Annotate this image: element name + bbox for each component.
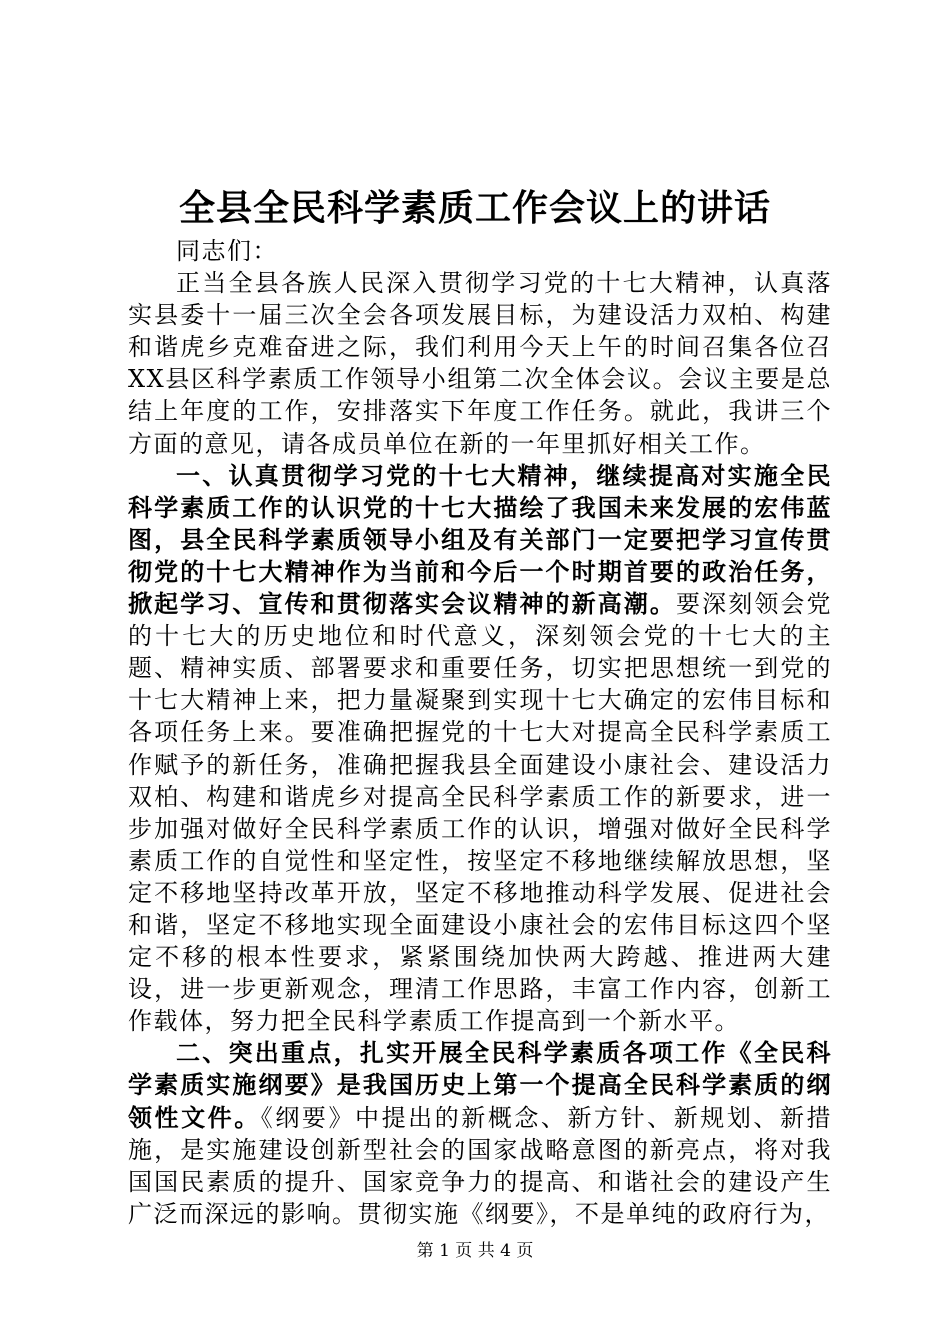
paragraph-text: 要深刻领会党的十七大的历史地位和时代意义，深刻领会党的十七大的主题、精神实质、部署要求和重要任务，切实把思想统一到党的十七大精神上来，把力量凝聚到实现十七大确定的宏伟目标和各项任务上来。要准确把握党的十七大对提高全民科学素质工作赋予的新任务，准确把握我县全面建设小康社会、建设活力双柏、构建和谐虎乡对提高全民科学素质工作的新要求，进一步加强对做好全民科学素质工作的认识，增强对做好全民科学素质工作的自觉性和坚定性，按坚定不移地继续解放思想，坚定不移地坚持改革开放，坚定不移地推动科学发展、促进社会和谐，坚定不移地实现全面建设小康社会的宏伟目标这四个坚定不移的根本性要求，紧紧围绕加快两大跨越、推进两大建设，进一步更新观念，理清工作思路，丰富工作内容，创新工作载体，努力把全民科学素质工作提高到一个新水平。 — [128, 590, 833, 1036]
document-title: 全县全民科学素质工作会议上的讲话 — [178, 187, 771, 229]
paragraph-text: 《纲要》中提出的新概念、新方针、新规划、新措施，是实施建设创新型社会的国家战略意图的新亮点，将对我国国民素质的提升、国家竞争力的提高、和谐社会的建设产生广泛而深远的影响。贯彻实施《纲要》，不是单纯的政府行为， — [128, 1103, 833, 1228]
document-body — [128, 235, 832, 1230]
section-heading-one: 一、认真贯彻学习党的十七大精神，继续提高对实施全民科学素质工作的认识党的十七大描绘了我国未来发展的宏伟蓝图，县全民科学素质领导小组及有关部门一定要把学习宣传贯彻党的十七大精神作为当前和今后一个时期首要的政治任务，掀起学习、宣传和贯彻落实会议精神的新高潮。 — [128, 460, 832, 619]
paragraph-intro — [128, 267, 832, 460]
salutation: 同志们： — [176, 237, 278, 265]
paragraph-section-two — [128, 1037, 832, 1230]
page-footer: 第 1 页 共 4 页 — [416, 1241, 534, 1261]
paragraph-section-one — [128, 460, 832, 1038]
paragraph-text: 正当全县各族人民深入贯彻学习党的十七大精神，认真落实县委十一届三次全会各项发展目标，为建设活力双柏、构建和谐虎乡克难奋进之际，我们利用今天上午的时间召集各位召XX县区科学素质工作领导小组第二次全体会议。会议主要是总结上年度的工作，安排落实下年度工作任务。就此，我讲三个方面的意见，请各成员单位在新的一年里抓好相关工作。 — [128, 269, 832, 458]
section-heading-two: 二、突出重点，扎实开展全民科学素质各项工作《全民科学素质实施纲要》是我国历史上第一个提高全民科学素质的纲领性文件。 — [128, 1038, 832, 1132]
